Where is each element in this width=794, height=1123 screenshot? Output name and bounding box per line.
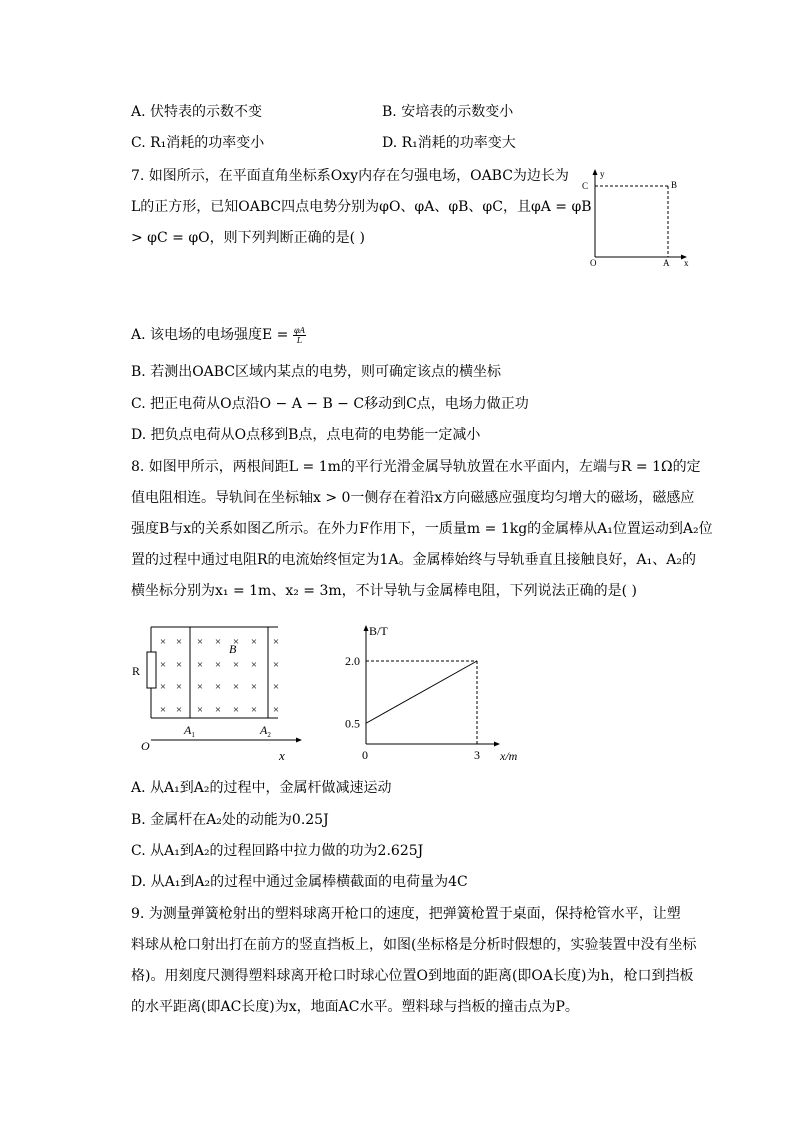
- field-cross-3-6: ×: [272, 704, 280, 716]
- q7-option-a-text: A. 该电场的电场强度E =: [131, 327, 289, 343]
- field-cross-1-2: ×: [196, 659, 204, 671]
- field-cross-2-3: ×: [214, 681, 222, 693]
- field-cross-2-0: ×: [159, 681, 167, 693]
- field-cross-0-1: ×: [175, 636, 183, 648]
- q7-option-a-denominator: L: [296, 335, 303, 345]
- q7-figure: [580, 165, 700, 270]
- q8-tick-0: 0: [362, 748, 368, 762]
- q7-y-arrow: [593, 169, 598, 175]
- q8-label-a2-letter: A: [260, 723, 268, 737]
- q9-stem-line2: 料球从枪口射出打在前方的竖直挡板上，如图(坐标格是分析时假想的，实验装置中没有坐标: [131, 937, 697, 953]
- q8-option-c: C. 从A₁到A₂的过程回路中拉力做的功为2.625J: [131, 843, 424, 859]
- field-cross-2-6: ×: [272, 681, 280, 693]
- field-cross-3-1: ×: [175, 704, 183, 716]
- q8-label-a1-letter: A: [184, 723, 192, 737]
- q8-resistor: [147, 652, 156, 688]
- field-cross-1-3: ×: [214, 659, 222, 671]
- field-cross-1-4: ×: [232, 659, 240, 671]
- q7-label-b: B: [671, 180, 678, 190]
- q7-label-o: O: [590, 258, 597, 268]
- field-cross-2-2: ×: [196, 681, 204, 693]
- field-cross-1-6: ×: [272, 659, 280, 671]
- q8-stem-line2: 值电阻相连。导轨间在坐标轴x > 0一侧存在着沿x方向磁感应强度均匀增大的磁场，磁感应: [131, 490, 695, 506]
- q8-b-x-line: [366, 661, 477, 723]
- q8-figure-rails: [128, 622, 308, 764]
- q8-tick-2-0: 2.0: [345, 654, 360, 668]
- q8-graph-xlabel: x/m: [500, 749, 518, 763]
- field-cross-0-3: ×: [214, 636, 222, 648]
- q8-stem-line4: 置的过程中通过电阻R的电流始终恒定为1A。金属棒始终与导轨垂直且接触良好，A₁、A₂的: [131, 552, 697, 568]
- q7-label-x: x: [684, 258, 689, 268]
- q8-stem-line5: 横坐标分别为x₁ = 1m、x₂ = 3m，不计导轨与金属棒电阻，下列说法正确的是( ): [131, 583, 638, 599]
- field-cross-2-1: ×: [175, 681, 183, 693]
- q8-x-axis-graph-arrow: [494, 742, 500, 747]
- q8-stem-line1: 8. 如图甲所示，两根间距L = 1m的平行光滑金属导轨放置在水平面内，左端与R = 1Ω的定: [131, 459, 701, 475]
- q8-label-x: x: [279, 748, 285, 763]
- q8-label-a1-sub: 1: [191, 731, 195, 739]
- q7-stem-line2: L的正方形，已知OABC四点电势分别为φO、φA、φB、φC，且φA = φB: [131, 199, 592, 215]
- q8-magnetic-field: [160, 636, 279, 716]
- field-cross-0-4: ×: [232, 636, 240, 648]
- q8-label-a2: [259, 723, 271, 739]
- field-cross-0-2: ×: [196, 636, 204, 648]
- field-cross-3-4: ×: [232, 704, 240, 716]
- q8-label-o: O: [141, 739, 150, 753]
- q8-label-a1: [183, 723, 195, 739]
- q7-option-a-numerator: φA: [293, 325, 306, 335]
- q7-option-a: [131, 325, 306, 345]
- q9-stem-line4: 的水平距离(即AC长度)为x，地面AC水平。塑料球与挡板的撞击点为P。: [131, 999, 579, 1015]
- field-cross-1-0: ×: [159, 659, 167, 671]
- field-cross-0-0: ×: [159, 636, 167, 648]
- q8-label-r: R: [132, 664, 141, 678]
- field-cross-2-4: ×: [232, 681, 240, 693]
- q8-option-b: B. 金属杆在A₂处的动能为0.25J: [131, 812, 329, 828]
- q9-stem-line3: 格)。用刻度尺测得塑料球离开枪口时球心位置O到地面的距离(即OA长度)为h，枪口到挡板: [131, 968, 694, 984]
- q8-x-axis-arrow: [296, 738, 302, 743]
- q6-option-c: C. R₁消耗的功率变小: [131, 135, 265, 151]
- field-cross-3-0: ×: [159, 704, 167, 716]
- q7-stem-line3: > φC = φO，则下列判断正确的是( ): [131, 230, 365, 246]
- q9-stem-line1: 9. 为测量弹簧枪射出的塑料球离开枪口的速度，把弹簧枪置于桌面，保持枪管水平，让塑: [131, 906, 681, 922]
- field-cross-0-6: ×: [272, 636, 280, 648]
- field-cross-1-1: ×: [175, 659, 183, 671]
- q7-label-c: C: [582, 181, 589, 191]
- q8-option-a: A. 从A₁到A₂的过程中，金属杆做减速运动: [131, 780, 392, 796]
- q8-option-d: D. 从A₁到A₂的过程中通过金属棒横截面的电荷量为4C: [131, 874, 468, 890]
- q7-option-c: C. 把正电荷从O点沿O − A − B − C移动到C点，电场力做正功: [131, 396, 529, 412]
- q8-label-b: B: [229, 642, 237, 656]
- q8-stem-line3: 强度B与x的关系如图乙所示。在外力F作用下，一质量m = 1kg的金属棒从A₁位置运动到A₂位: [131, 521, 713, 537]
- field-cross-0-5: ×: [250, 636, 258, 648]
- q7-option-a-fraction: [293, 326, 306, 345]
- q7-label-y: y: [600, 169, 605, 179]
- q7-option-b: B. 若测出OABC区域内某点的电势，则可确定该点的横坐标: [131, 364, 502, 380]
- q8-figure-b-x-graph: [330, 618, 535, 764]
- field-cross-2-5: ×: [250, 681, 258, 693]
- field-cross-3-3: ×: [214, 704, 222, 716]
- q6-option-a: A. 伏特表的示数不变: [131, 104, 263, 120]
- q8-graph-ylabel: B/T: [369, 624, 388, 638]
- q7-stem-line1: 7. 如图所示，在平面直角坐标系Oxy内存在匀强电场，OABC为边长为: [131, 168, 569, 184]
- q8-tick-3: 3: [474, 748, 480, 762]
- field-cross-3-5: ×: [250, 704, 258, 716]
- q7-label-a: A: [663, 258, 670, 268]
- q8-tick-0-5: 0.5: [345, 716, 360, 731]
- q6-option-b: B. 安培表的示数变小: [382, 104, 514, 120]
- q7-option-d: D. 把负点电荷从O点移到B点，点电荷的电势能一定减小: [131, 427, 481, 443]
- field-cross-3-2: ×: [196, 704, 204, 716]
- q8-b-axis-arrow: [364, 625, 369, 631]
- field-cross-1-5: ×: [250, 659, 258, 671]
- q8-label-a2-sub: 2: [267, 731, 271, 739]
- q6-option-d: D. R₁消耗的功率变大: [382, 135, 516, 151]
